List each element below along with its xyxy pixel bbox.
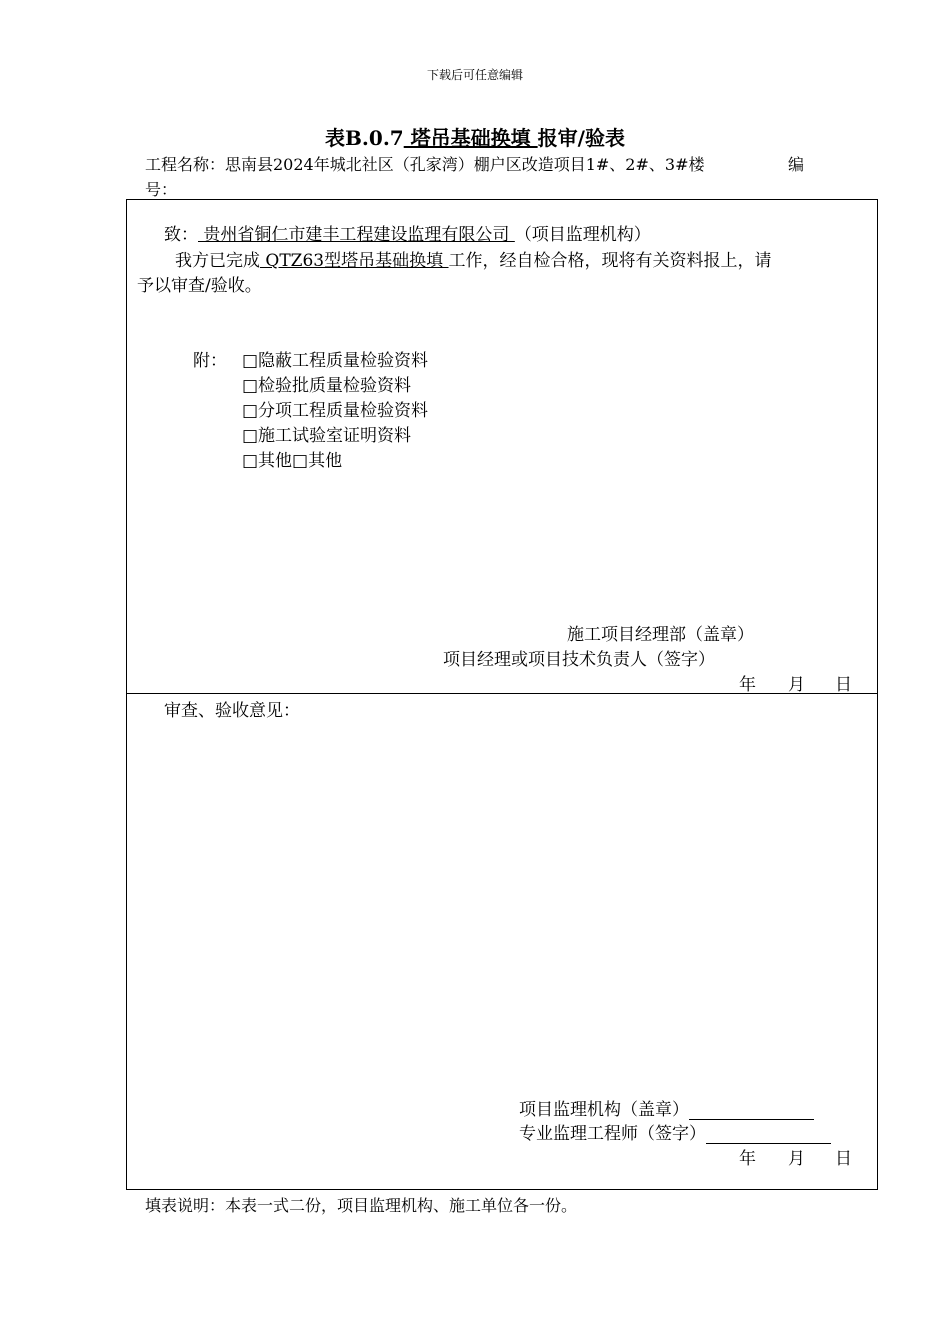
form-title <box>0 122 950 151</box>
footer-note: 填表说明：本表一式二份，项目监理机构、施工单位各一份。 <box>145 1196 578 1215</box>
manager-sign-label: 项目经理或项目技术负责人（签字） <box>443 650 715 670</box>
body-prefix: 我方已完成 <box>175 251 260 271</box>
form-box <box>126 199 878 1190</box>
supervision-stamp-row <box>519 1095 814 1120</box>
body-suffix: 工作，经自检合格，现将有关资料报上，请 <box>448 251 772 271</box>
body-line-2: 予以审查/验收。 <box>137 276 262 296</box>
title-prefix: 表B.0.7 <box>325 126 404 150</box>
project-number-label: 编 <box>788 155 805 174</box>
date-day-2: 日 <box>835 1149 852 1169</box>
title-suffix: 报审/验表 <box>537 126 625 150</box>
supervision-stamp-label: 项目监理机构（盖章） <box>519 1100 689 1120</box>
addressee-line <box>164 220 651 245</box>
supervisor-name[interactable]: 贵州省铜仁市建丰工程建设监理有限公司 <box>198 225 515 245</box>
title-subject: 塔吊基础换填 <box>403 126 538 150</box>
section-divider <box>127 693 877 694</box>
date-day-1: 日 <box>835 675 852 695</box>
attachment-item-3[interactable]: □分项工程质量检验资料 <box>242 401 429 421</box>
date-month-2: 月 <box>788 1149 805 1169</box>
attachment-item-2[interactable]: □检验批质量检验资料 <box>242 376 412 396</box>
supervision-stamp-line[interactable] <box>689 1103 814 1120</box>
body-line-1 <box>175 246 772 271</box>
date-month-1: 月 <box>788 675 805 695</box>
engineer-sign-line[interactable] <box>706 1127 831 1144</box>
attach-label: 附： <box>193 351 227 371</box>
engineer-sign-row <box>519 1119 831 1144</box>
to-suffix: （项目监理机构） <box>514 225 651 245</box>
opinion-label: 审查、验收意见： <box>164 701 300 721</box>
to-label: 致： <box>164 225 198 245</box>
date-year-2: 年 <box>739 1149 756 1169</box>
work-item-value[interactable]: QTZ63型塔吊基础换填 <box>260 251 449 271</box>
header-note: 下载后可任意编辑 <box>426 68 523 82</box>
attachment-item-5[interactable]: □其他□其他 <box>242 451 343 471</box>
project-number-label-cont: 号： <box>145 180 178 199</box>
engineer-sign-label: 专业监理工程师（签字） <box>519 1124 706 1144</box>
attachment-item-4[interactable]: □施工试验室证明资料 <box>242 426 412 446</box>
opinion-field[interactable] <box>164 720 874 1090</box>
contractor-stamp-label: 施工项目经理部（盖章） <box>567 625 754 645</box>
project-name: 工程名称：思南县2024年城北社区（孔家湾）棚户区改造项目1#、2#、3#楼 <box>145 155 705 174</box>
attachment-item-1[interactable]: □隐蔽工程质量检验资料 <box>242 351 429 371</box>
date-year-1: 年 <box>739 675 756 695</box>
